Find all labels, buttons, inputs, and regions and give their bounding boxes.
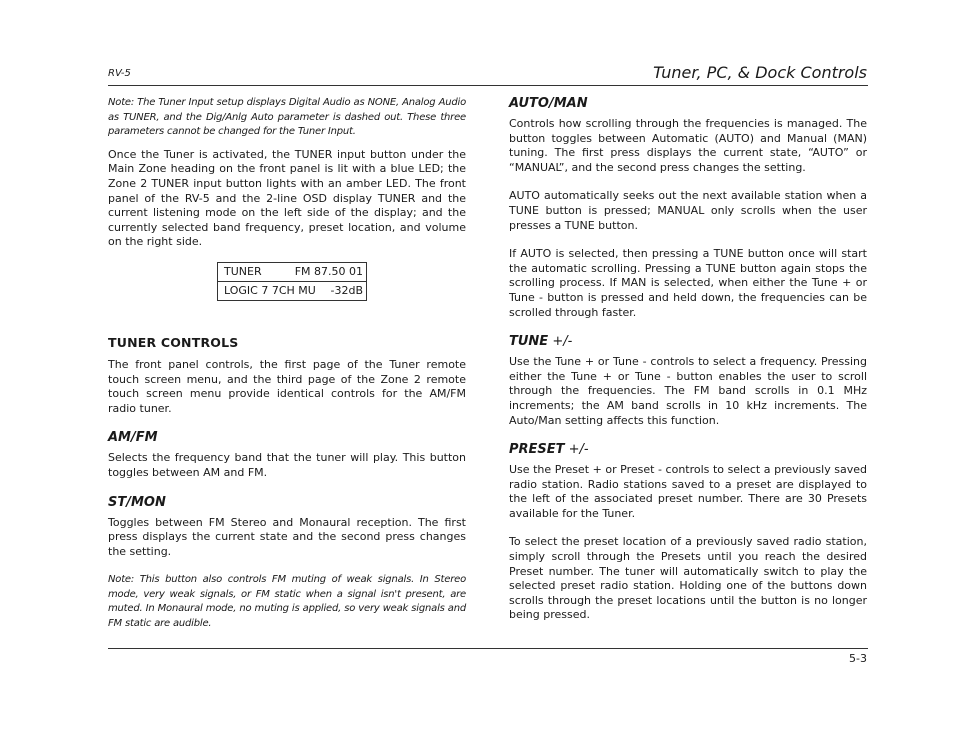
tune-text: Use the Tune + or Tune - controls to select a frequency. Pressing either the Tune + or Tune - button enables the user to scroll through the frequencies. The FM band scrolls in 0.1 MHz increments; the AM band scrolls in 10 kHz increments. The Auto/Man setting affects this function. [509, 355, 867, 427]
right-column [509, 96, 867, 623]
preset-paragraph-2: To select the preset location of a previously saved radio station, simply scroll through the Presets until you reach the desired Preset number. The tuner will automatically switch to play the selected preset radio station. Holding one of the buttons down scrolls through the preset locations until the button is no longer being pressed. [509, 535, 867, 622]
tune-heading-label: TUNE [509, 334, 549, 350]
section-title: Tuner, PC, & Dock Controls [653, 63, 867, 82]
footer-rule [108, 648, 868, 649]
tuner-activation-paragraph: Once the Tuner is activated, the TUNER input button under the Main Zone heading on the front panel is lit with a blue LED; the Zone 2 TUNER input button lights with an amber LED. The front panel of the RV-5 and the 2-line OSD display TUNER and the current listening mode on the left side of the display; and the currently selected band frequency, preset location, and volume on the right side. [108, 147, 466, 249]
automan-paragraph-3: If AUTO is selected, then pressing a TUNE button once will start the automatic scrolling. Pressing a TUNE button again stops the scrolling process. If MAN is selected, when either the Tune + or Tune - button is pressed and held down, the frequencies can be scrolled through faster. [509, 247, 867, 319]
preset-heading-label: PRESET [509, 442, 565, 458]
osd-row-1-left: TUNER [224, 264, 262, 278]
osd-row-2-left: LOGIC 7 7CH MU [224, 283, 316, 297]
osd-row-2 [224, 282, 366, 300]
header-rule [108, 85, 868, 86]
osd-row-2-right: -32dB [330, 283, 363, 297]
left-column [108, 96, 466, 632]
page-number: 5-3 [849, 652, 867, 665]
tune-heading-suffix: +/- [548, 334, 573, 350]
automan-paragraph-2: AUTO automatically seeks out the next available station when a TUNE button is pressed; MANUAL only scrolls when the user presses a TUNE button. [509, 189, 867, 232]
stmon-text: Toggles between FM Stereo and Monaural reception. The first press displays the current state and the second press changes the setting. [108, 515, 466, 558]
tune-heading [509, 334, 867, 349]
tuner-controls-heading: TUNER CONTROLS [108, 334, 239, 350]
preset-heading-suffix: +/- [564, 442, 589, 458]
tuner-input-note: Note: The Tuner Input setup displays Digital Audio as NONE, Analog Audio as TUNER, and the Dig/Anlg Auto parameter is dashed out. These three parameters cannot be changed for the Tuner Input. [108, 97, 466, 138]
preset-heading [509, 442, 867, 457]
fm-muting-note: Note: This button also controls FM muting of weak signals. In Stereo mode, very weak signals, or FM static when a signal isn't present, are muted. In Monaural mode, no muting is applied, so very weak signals and FM static are audible. [108, 574, 466, 630]
osd-row-1 [224, 263, 366, 281]
model-name: RV-5 [108, 68, 131, 79]
osd-display-example [217, 262, 367, 301]
automan-paragraph-1: Controls how scrolling through the frequencies is managed. The button toggles between Automatic (AUTO) and Manual (MAN) tuning. The first press displays the current state, “AUTO” or “MANUAL”, and the second press changes the setting. [509, 117, 867, 174]
amfm-text: Selects the frequency band that the tuner will play. This button toggles between AM and FM. [108, 451, 466, 479]
automan-heading: AUTO/MAN [509, 96, 588, 111]
tuner-controls-text: The front panel controls, the first page of the Tuner remote touch screen menu, and the third page of the Zone 2 remote touch screen menu provide identical controls for the AM/FM radio tuner. [108, 357, 466, 415]
stmon-heading: ST/MON [108, 494, 166, 510]
preset-paragraph-1: Use the Preset + or Preset - controls to select a previously saved radio station. Radio stations saved to a preset are displayed to the left of the associated preset number. There are 30 Presets available for the Tuner. [509, 463, 867, 520]
amfm-heading: AM/FM [108, 430, 158, 446]
osd-row-1-right: FM 87.50 01 [294, 264, 363, 278]
